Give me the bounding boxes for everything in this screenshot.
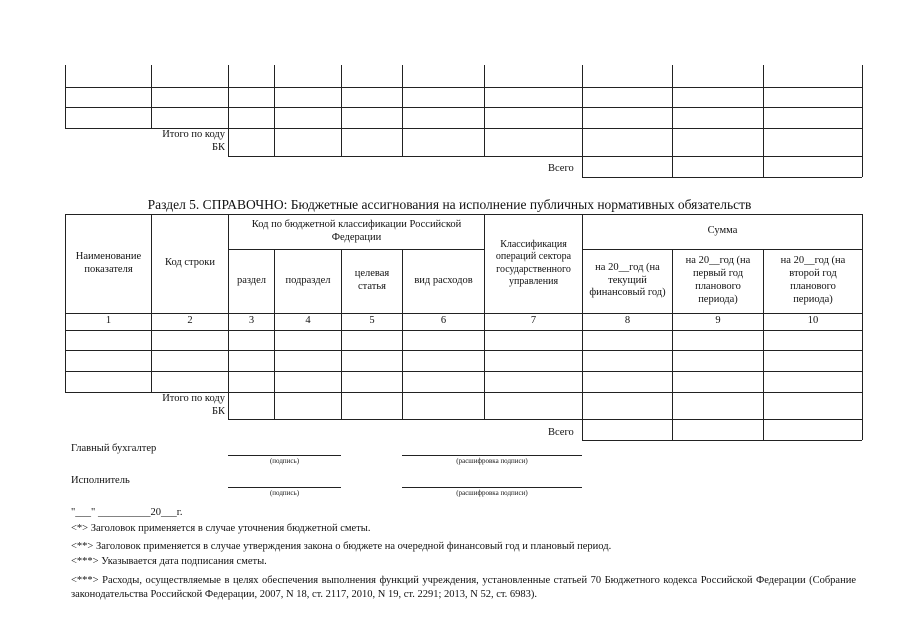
col-number: 7 <box>530 315 537 327</box>
footnote: <**> Заголовок применяется в случае утверждения закона о бюджете на очередной финансовый год и плановый период. <box>71 541 612 552</box>
signature-transcript-caption: (расшифровка подписи) <box>456 457 528 465</box>
header-razdel: раздел <box>236 274 267 286</box>
header-code: Код строки <box>165 257 215 269</box>
footnote: <***> Указывается дата подписания сметы. <box>71 556 267 567</box>
section5-itogo-label: Итого по коду БК <box>162 392 225 417</box>
header-summa: Сумма <box>707 225 738 237</box>
col-number: 5 <box>369 315 375 327</box>
col-number: 3 <box>248 315 255 327</box>
header-kosgu: Классификация операций сектора государственного управления <box>495 239 572 287</box>
header-celevaya: целевая статья <box>354 268 390 292</box>
top-vsego-label: Всего <box>548 163 574 174</box>
date-line: "___" __________20___г. <box>71 507 183 518</box>
col-number: 4 <box>305 315 311 327</box>
header-vid: вид расходов <box>414 274 473 286</box>
header-year-1: на 20__год (на текущий финансовый год) <box>589 261 666 299</box>
col-number: 2 <box>187 315 193 327</box>
header-bk-group: Код по бюджетной классификации Российской Федерации <box>251 218 462 243</box>
col-number: 8 <box>624 315 631 327</box>
header-year-2: на 20__год (на первый год планового периода) <box>685 255 751 305</box>
signature-transcript-caption: (расшифровка подписи) <box>456 489 528 497</box>
signature-caption: (подпись) <box>269 457 300 465</box>
executor-label: Исполнитель <box>71 475 130 486</box>
section5-vsego-label: Всего <box>548 427 574 438</box>
header-name: Наименование показателя <box>75 250 142 275</box>
col-number: 9 <box>715 315 721 327</box>
header-year-3: на 20__год (на второй год планового периода) <box>780 255 846 305</box>
footnote: <***> Расходы, осуществляемые в целях обеспечения выполнения функций учреждения, установленные статьей 70 Бюджетного кодекса Российской Федерации (Собрание законодательства Российской Федерации, 2007, N 18, ст. 2117, 2010, N 19, ст. 2291; 2013, N 52, ст. 6983). <box>71 575 856 600</box>
top-itogo-label: Итого по коду БК <box>162 129 225 153</box>
col-number: 6 <box>440 315 447 327</box>
chief-accountant-label: Главный бухгалтер <box>71 443 157 454</box>
footnote: <*> Заголовок применяется в случае уточнения бюджетной сметы. <box>71 523 371 534</box>
col-number: 1 <box>105 315 112 327</box>
col-number: 10 <box>807 315 819 327</box>
signature-caption: (подпись) <box>269 489 300 497</box>
section5-title: Раздел 5. СПРАВОЧНО: Бюджетные ассигнования на исполнение публичных нормативных обязательств <box>147 197 752 212</box>
header-podrazdel: подраздел <box>285 274 331 286</box>
